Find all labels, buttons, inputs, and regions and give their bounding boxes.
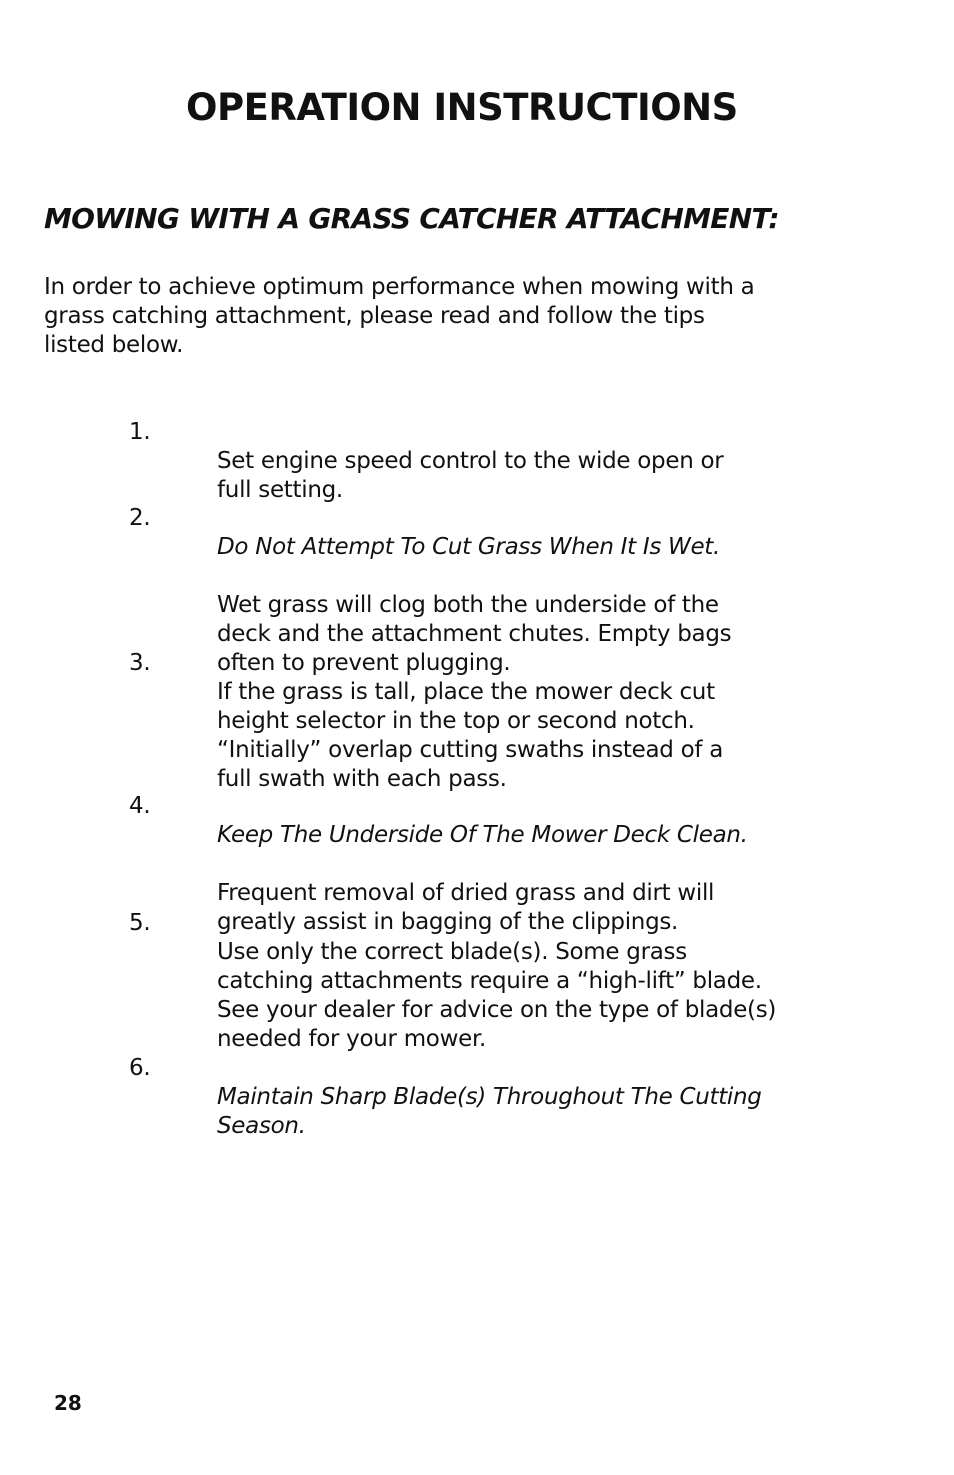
list-item-number: 3.: [129, 650, 151, 676]
list-item-text: Frequent removal of dried grass and dirt will greatly assist in bagging of the clippings.: [217, 880, 715, 935]
list-item-text: Set engine speed control to the wide open or full setting.: [217, 448, 724, 503]
list-item-emphasis: Maintain Sharp Blade(s) Throughout The Cutting Season.: [217, 1084, 762, 1139]
list-item-number: 2.: [129, 505, 151, 531]
page-title: OPERATION INSTRUCTIONS: [186, 86, 738, 129]
page-number: 28: [54, 1391, 82, 1415]
intro-paragraph: In order to achieve optimum performance when mowing with a grass catching attachment, please read and follow the tips listed below.: [44, 274, 755, 358]
list-item-body: [217, 1054, 829, 1170]
list-item-number: 6.: [129, 1055, 151, 1081]
list-item-number: 5.: [129, 910, 151, 936]
list-item-text: If the grass is tall, place the mower deck cut height selector in the top or second notch. “Initially” overlap cutting swaths instead of a full swath with each pass.: [217, 679, 723, 792]
list-item-number: 4.: [129, 793, 151, 819]
list-item-text: Wet grass will clog both the underside of the deck and the attachment chutes. Empty bags often to prevent plugging.: [217, 592, 732, 676]
list-item-text: Use only the correct blade(s). Some grass catching attachments require a “high-lift” blade. See your dealer for advice on the type of blade(s) needed for your mower.: [217, 939, 777, 1052]
section-heading: MOWING WITH A GRASS CATCHER ATTACHMENT:: [44, 202, 779, 235]
list-item-number: 1.: [129, 419, 151, 445]
list-item-emphasis: Keep The Underside Of The Mower Deck Clean.: [217, 822, 748, 848]
list-item-emphasis: Do Not Attempt To Cut Grass When It Is Wet.: [217, 534, 721, 560]
